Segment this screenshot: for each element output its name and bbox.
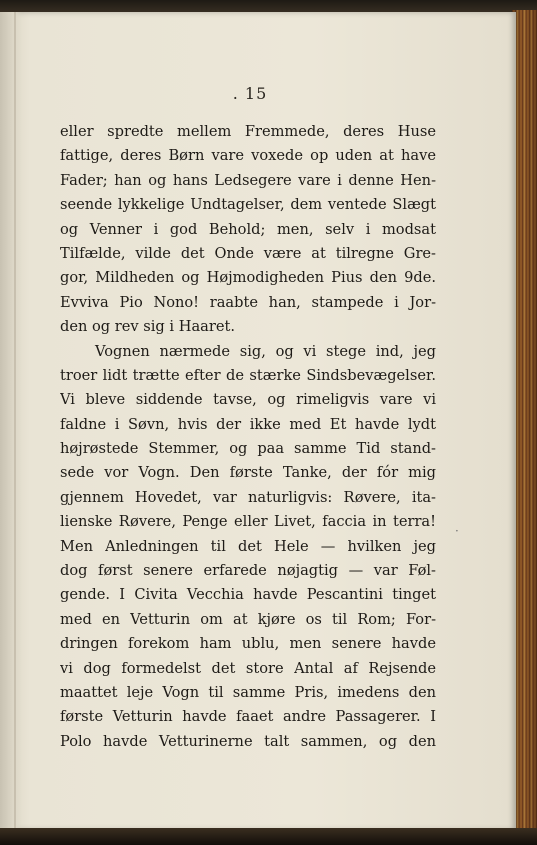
text-line: vi dog formedelst det store Antal af Rejsende [60,659,436,677]
text-line: højrøstede Stemmer, og paa samme Tid stand- [60,440,436,458]
text-line: dringen forekom ham ublu, men senere havde [60,635,436,653]
text-line: den og rev sig i Haaret. [60,318,235,336]
text-line: Polo havde Vetturinerne talt sammen, og den [60,732,436,750]
text-line: gjennem Hovedet, var naturligvis: Røvere, ita- [60,488,436,506]
text-line: eller spredte mellem Fremmede, deres Huse [60,123,436,140]
text-line: maattet leje Vogn til samme Pris, imedens den [60,683,436,701]
text-line: og Venner i god Behold; men, selv i modsat [60,220,436,238]
book-edge-bottom [0,828,537,845]
text-line: Fader; han og hans Ledsegere vare i denne Hen- [60,171,436,189]
text-line: med en Vetturin om at kjøre os til Rom; For- [60,610,436,628]
page-number: . 15 [232,84,268,103]
text-line: Vognen nærmede sig, og vi stege ind, jeg [95,342,436,360]
text-line: gor, Mildheden og Højmodigheden Pius den 9de. [60,269,436,287]
text-line: Men Anledningen til det Hele — hvilken jeg [60,537,436,555]
text-line: lienske Røvere, Penge eller Livet, faccia in terra! [60,513,436,531]
text-line: faldne i Søvn, hvis der ikke med Et havde lydt [60,415,436,433]
page-gutter-shadow [0,12,22,830]
text-line: seende lykkelige Undtagelser, dem ventede Slægt [60,196,436,214]
page-fold-line [14,12,16,830]
text-line: Vi bleve siddende tavse, og rimeligvis vare vi [60,391,436,409]
text-line: sede vor Vogn. Den første Tanke, der fór mig [60,464,436,482]
text-line: fattige, deres Børn vare voxede op uden at have [60,147,436,165]
body-text [60,120,436,754]
margin-mark: · [455,524,459,538]
text-line: Evviva Pio Nono! raabte han, stampede i Jor- [60,293,436,311]
text-line: Tilfælde, vilde det Onde være at tilregne Gre- [60,244,436,262]
text-line: troer lidt trætte efter de stærke Sindsbevægelser. [60,366,436,384]
text-line: gende. I Civita Vecchia havde Pescantini tinget [60,586,436,604]
text-line: dog først senere erfarede nøjagtig — var Føl- [60,562,436,580]
text-line: første Vetturin havde faaet andre Passagerer. I [60,708,436,726]
